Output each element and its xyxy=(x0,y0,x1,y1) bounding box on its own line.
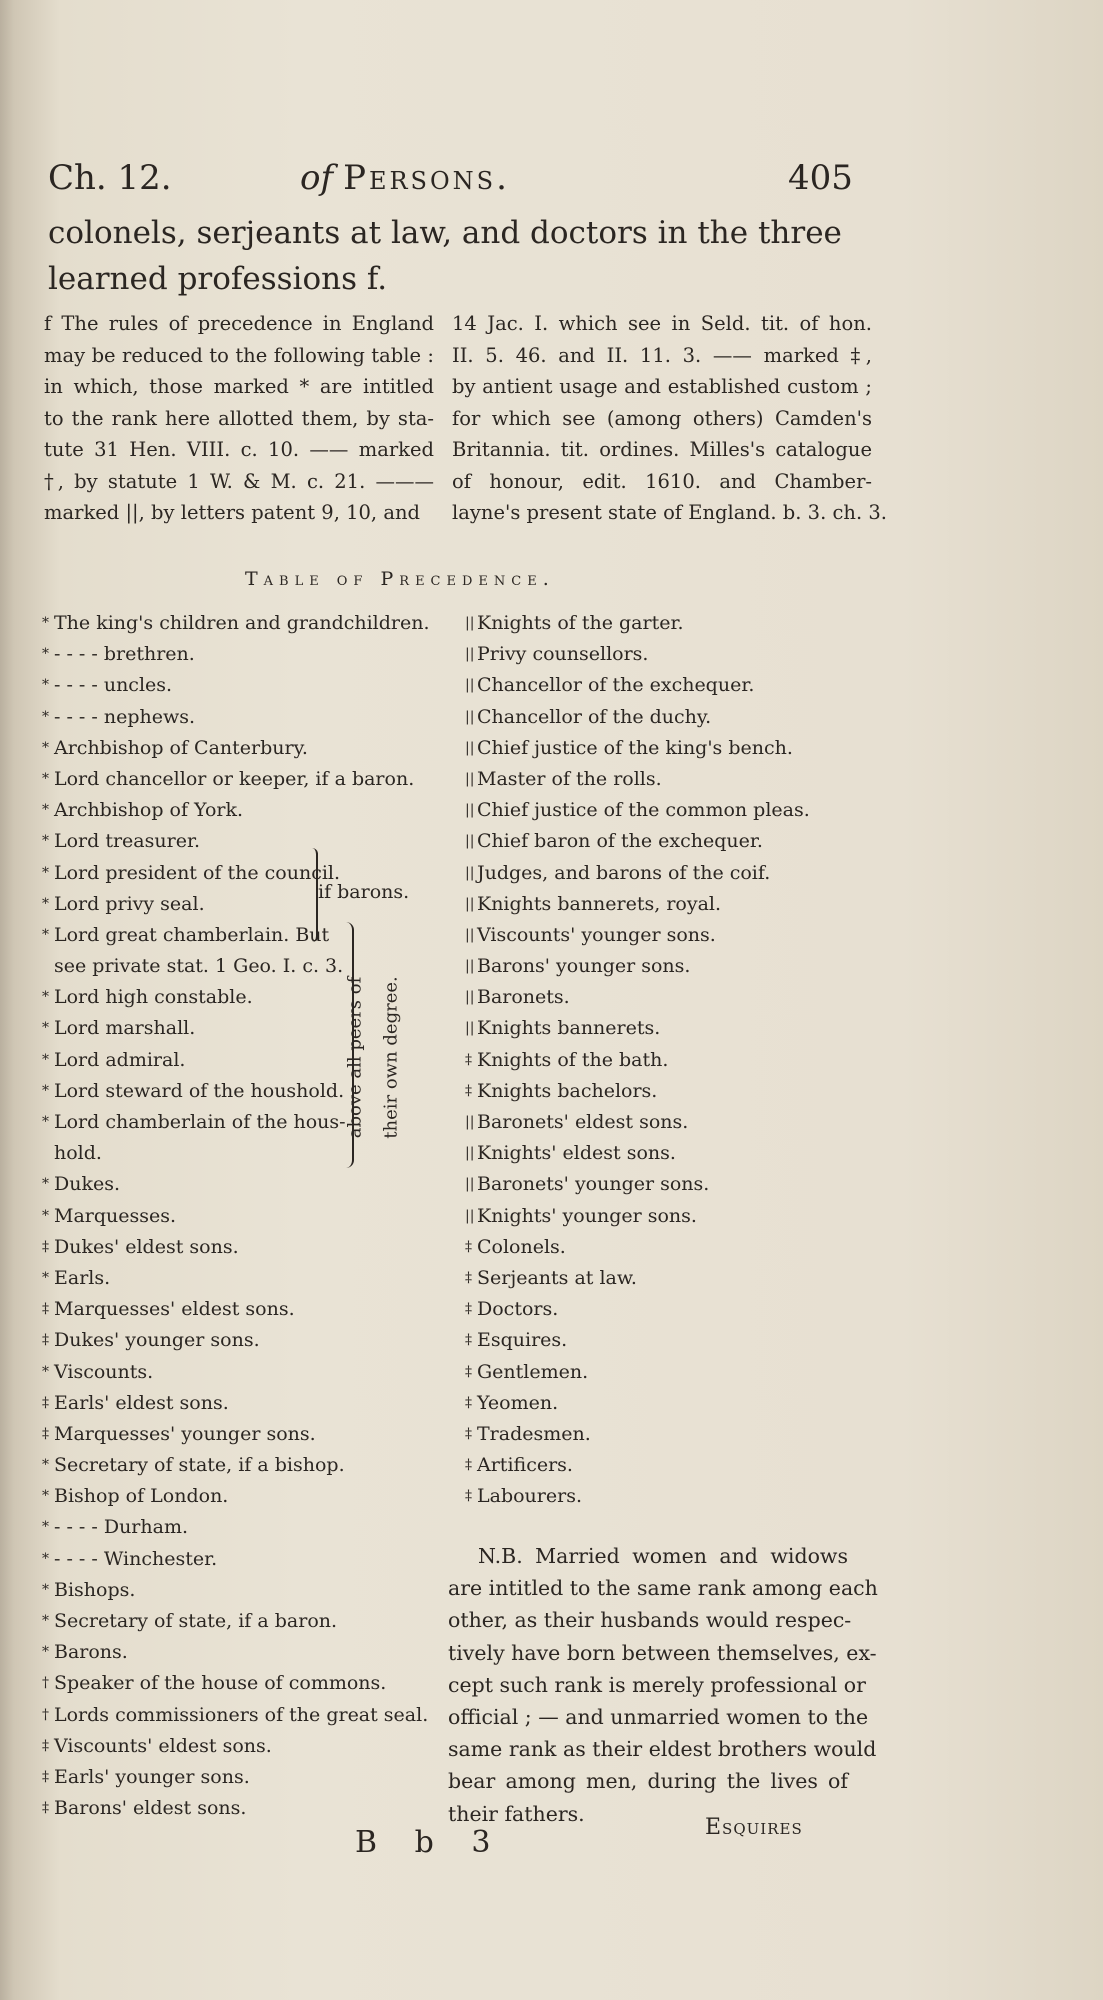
footnote-line: in which, those marked * are intitled xyxy=(44,375,434,398)
precedence-mark: ‡ xyxy=(465,1425,472,1442)
precedence-text: Yeomen. xyxy=(477,1391,559,1414)
precedence-mark: * xyxy=(42,802,49,819)
precedence-mark: || xyxy=(465,989,475,1006)
precedence-mark: * xyxy=(42,1581,49,1598)
footnote-line: tute 31 Hen. VIII. c. 10. —— marked xyxy=(44,438,434,461)
precedence-mark: * xyxy=(42,1457,49,1474)
footnote-left xyxy=(44,308,434,529)
precedence-mark: || xyxy=(465,770,475,787)
precedence-row xyxy=(42,670,462,701)
footnote-line: by antient usage and established custom ; xyxy=(452,375,872,398)
footnote-line: 14 Jac. I. which see in Seld. tit. of hon. xyxy=(452,312,872,335)
precedence-text: see private stat. 1 Geo. I. c. 3. xyxy=(54,955,344,978)
precedence-text: Lord high constable. xyxy=(54,986,253,1009)
precedence-row xyxy=(465,1388,885,1419)
precedence-text: Knights bannerets. xyxy=(477,1017,661,1040)
above-peers-label-line: above all peers of xyxy=(344,976,366,1139)
precedence-text: Lord steward of the houshold. xyxy=(54,1079,345,1102)
precedence-row xyxy=(465,1263,885,1294)
precedence-text: Secretary of state, if a baron. xyxy=(54,1610,338,1632)
footnote-right xyxy=(452,308,887,529)
precedence-text: Colonels. xyxy=(477,1235,566,1258)
precedence-text: Archbishop of Canterbury. xyxy=(54,736,308,759)
precedence-mark: || xyxy=(465,895,475,912)
precedence-mark: || xyxy=(465,1020,475,1037)
precedence-text: Bishops. xyxy=(54,1578,136,1601)
nb-line: are intitled to the same rank among each xyxy=(448,1576,878,1601)
precedence-mark: * xyxy=(42,1550,49,1567)
precedence-row xyxy=(42,608,462,639)
precedence-text: Baronets' younger sons. xyxy=(477,1173,710,1196)
precedence-row xyxy=(42,1201,462,1232)
precedence-text: Dukes' younger sons. xyxy=(54,1329,260,1352)
signature-mark: B b 3 xyxy=(355,1825,505,1860)
page-number: 405 xyxy=(788,158,853,198)
precedence-text: Lord treasurer. xyxy=(54,830,200,853)
precedence-text: Gentlemen. xyxy=(477,1360,589,1383)
precedence-text: Lord great chamberlain. But xyxy=(54,923,330,946)
precedence-row xyxy=(42,764,462,795)
precedence-mark: * xyxy=(42,1269,49,1286)
precedence-mark: * xyxy=(42,864,49,881)
footnote-line: layne's present state of England. b. 3. ch. 3. xyxy=(452,501,887,524)
precedence-row xyxy=(465,1076,885,1107)
precedence-row xyxy=(465,608,885,639)
precedence-row xyxy=(42,1668,462,1699)
brace-icon xyxy=(306,848,318,942)
precedence-row xyxy=(42,1606,462,1637)
precedence-mark: * xyxy=(42,1644,49,1661)
precedence-mark: * xyxy=(42,646,49,663)
precedence-text: Earls' eldest sons. xyxy=(54,1391,229,1414)
precedence-row xyxy=(42,1169,462,1200)
precedence-mark: || xyxy=(465,926,475,943)
precedence-mark: * xyxy=(42,1488,49,1505)
precedence-mark: * xyxy=(42,677,49,694)
precedence-mark: ‡ xyxy=(42,1768,49,1785)
precedence-mark: ‡ xyxy=(42,1425,49,1442)
precedence-mark: ‡ xyxy=(42,1737,49,1754)
precedence-mark: * xyxy=(42,989,49,1006)
precedence-text: Earls. xyxy=(54,1266,111,1289)
precedence-mark: * xyxy=(42,1207,49,1224)
precedence-mark: * xyxy=(42,1613,49,1629)
precedence-mark: * xyxy=(42,926,49,943)
precedence-row xyxy=(465,889,885,920)
nb-line: their fathers. xyxy=(448,1801,585,1826)
precedence-row xyxy=(42,1700,462,1731)
precedence-text: Lord privy seal. xyxy=(54,892,205,915)
precedence-mark: * xyxy=(42,833,49,850)
precedence-text: Knights bannerets, royal. xyxy=(477,892,722,915)
precedence-row xyxy=(465,858,885,889)
title-prefix: of xyxy=(300,158,334,198)
precedence-mark: ‡ xyxy=(465,1394,472,1411)
footnote-line: may be reduced to the following table : xyxy=(44,343,434,367)
precedence-text: Labourers. xyxy=(477,1485,582,1508)
nb-line: other, as their husbands would respec- xyxy=(448,1608,852,1633)
precedence-text: hold. xyxy=(54,1142,102,1165)
precedence-text: Marquesses. xyxy=(54,1204,177,1227)
precedence-row xyxy=(465,1481,885,1512)
precedence-text: Knights' eldest sons. xyxy=(477,1142,676,1165)
precedence-row xyxy=(465,1013,885,1044)
precedence-row xyxy=(465,1419,885,1450)
precedence-row xyxy=(465,1450,885,1481)
precedence-text: Speaker of the house of commons. xyxy=(54,1672,387,1695)
precedence-mark: * xyxy=(42,615,49,631)
nb-line: same rank as their eldest brothers would xyxy=(448,1737,877,1762)
precedence-row xyxy=(42,702,462,733)
precedence-mark: ‡ xyxy=(465,1301,472,1318)
nb-line: tively have born between themselves, ex- xyxy=(448,1640,877,1665)
footnote-line: II. 5. 46. and II. 11. 3. —— marked ‡, xyxy=(452,343,872,367)
precedence-row xyxy=(465,764,885,795)
precedence-text: Chief justice of the common pleas. xyxy=(477,799,810,822)
precedence-text: Secretary of state, if a bishop. xyxy=(54,1454,345,1477)
precedence-text: Privy counsellors. xyxy=(477,643,649,666)
precedence-mark: ‡ xyxy=(465,1332,472,1349)
precedence-text: Knights of the garter. xyxy=(477,612,684,634)
precedence-text: Knights' younger sons. xyxy=(477,1204,697,1227)
precedence-mark: * xyxy=(42,1519,49,1536)
precedence-text: Bishop of London. xyxy=(54,1485,229,1508)
precedence-mark: † xyxy=(42,1706,49,1723)
precedence-text: Chief baron of the exchequer. xyxy=(477,830,763,853)
footnote-line: of honour, edit. 1610. and Chamber- xyxy=(452,469,872,493)
precedence-mark: || xyxy=(465,739,475,756)
precedence-row xyxy=(42,1232,462,1263)
precedence-mark: || xyxy=(465,1207,475,1224)
precedence-text: Serjeants at law. xyxy=(477,1266,637,1289)
precedence-row xyxy=(465,1325,885,1356)
precedence-row xyxy=(42,733,462,764)
nb-line: bear among men, during the lives of xyxy=(448,1769,848,1794)
precedence-text: Barons' eldest sons. xyxy=(54,1797,247,1820)
precedence-text: Chancellor of the duchy. xyxy=(477,705,712,728)
body-text: colonels, serjeants at law, and doctors in the three learned professions f. xyxy=(48,215,842,297)
precedence-row xyxy=(465,795,885,826)
precedence-row xyxy=(42,1637,462,1668)
above-peers-label-line: their own degree. xyxy=(380,976,402,1139)
precedence-mark: || xyxy=(465,802,475,819)
footnote-line: †, by statute 1 W. & M. c. 21. ——— xyxy=(44,469,434,493)
precedence-text: Chancellor of the exchequer. xyxy=(477,674,755,697)
precedence-row xyxy=(42,1575,462,1606)
precedence-row xyxy=(465,1294,885,1325)
precedence-row xyxy=(42,1388,462,1419)
precedence-text: - - - - Winchester. xyxy=(54,1547,218,1570)
precedence-text: Marquesses' eldest sons. xyxy=(54,1298,295,1321)
precedence-mark: * xyxy=(42,1363,49,1380)
table-title: Table of Precedence. xyxy=(245,568,555,590)
precedence-mark: ‡ xyxy=(42,1238,49,1255)
precedence-row xyxy=(465,1045,885,1076)
precedence-mark: * xyxy=(42,770,49,787)
precedence-row xyxy=(42,1481,462,1512)
precedence-mark: ‡ xyxy=(465,1457,472,1474)
precedence-mark: || xyxy=(465,1176,475,1193)
precedence-row xyxy=(42,1731,462,1762)
precedence-text: Knights bachelors. xyxy=(477,1079,658,1102)
precedence-row xyxy=(465,1107,885,1138)
precedence-text: Tradesmen. xyxy=(477,1422,591,1445)
footnote-line: Britannia. tit. ordines. Milles's catalogue xyxy=(452,438,872,461)
precedence-mark: * xyxy=(42,1176,49,1193)
footnote-line: f The rules of precedence in England xyxy=(44,312,434,335)
precedence-mark: || xyxy=(465,833,475,850)
precedence-text: Lord chamberlain of the hous- xyxy=(54,1111,346,1133)
precedence-mark: ‡ xyxy=(465,1082,472,1099)
precedence-text: Lord chancellor or keeper, if a baron. xyxy=(54,767,415,790)
precedence-mark: * xyxy=(42,1082,49,1099)
footnote-line: marked ||, by letters patent 9, 10, and xyxy=(44,501,420,524)
precedence-text: Lord marshall. xyxy=(54,1017,196,1040)
precedence-row xyxy=(465,1232,885,1263)
title-word: Persons. xyxy=(343,158,510,198)
precedence-text: - - - - nephews. xyxy=(54,705,196,728)
running-title xyxy=(300,158,510,198)
catchword: Esquires xyxy=(705,1815,803,1840)
chapter-label: Ch. 12. xyxy=(48,158,172,198)
precedence-row xyxy=(42,1762,462,1793)
precedence-mark: ‡ xyxy=(42,1394,49,1411)
precedence-row xyxy=(465,639,885,670)
precedence-text: Lord admiral. xyxy=(54,1048,186,1071)
precedence-text: Archbishop of York. xyxy=(54,799,244,822)
precedence-text: Earls' younger sons. xyxy=(54,1765,250,1788)
precedence-row xyxy=(465,1138,885,1169)
precedence-text: Marquesses' younger sons. xyxy=(54,1422,316,1445)
precedence-text: Dukes' eldest sons. xyxy=(54,1235,239,1258)
precedence-row xyxy=(42,1793,462,1824)
precedence-row xyxy=(42,1357,462,1388)
precedence-row xyxy=(465,951,885,982)
precedence-row xyxy=(42,1419,462,1450)
above-peers-brace xyxy=(340,922,440,1172)
precedence-mark: * xyxy=(42,739,49,756)
nb-line: official ; — and unmarried women to the xyxy=(448,1705,869,1730)
precedence-mark: * xyxy=(42,1020,49,1037)
precedence-mark: * xyxy=(42,895,49,912)
precedence-text: Knights of the bath. xyxy=(477,1048,669,1071)
precedence-row xyxy=(42,795,462,826)
nb-line: cept such rank is merely professional or xyxy=(448,1672,866,1697)
precedence-mark: ‡ xyxy=(465,1051,472,1068)
precedence-text: Dukes. xyxy=(54,1173,121,1196)
precedence-right-column xyxy=(465,608,885,1512)
precedence-text: Lord president of the council. xyxy=(54,861,341,884)
if-barons-label: if barons. xyxy=(318,881,410,903)
precedence-text: - - - - Durham. xyxy=(54,1516,189,1539)
precedence-mark: ‡ xyxy=(42,1332,49,1349)
precedence-text: Baronets' eldest sons. xyxy=(477,1111,689,1133)
precedence-row xyxy=(42,1512,462,1543)
precedence-mark: || xyxy=(465,864,475,881)
precedence-text: Judges, and barons of the coif. xyxy=(477,861,771,884)
precedence-row xyxy=(42,1450,462,1481)
precedence-text: Viscounts' eldest sons. xyxy=(54,1734,272,1757)
precedence-text: Artificers. xyxy=(477,1454,573,1477)
precedence-row xyxy=(465,702,885,733)
precedence-mark: || xyxy=(465,958,475,975)
precedence-row xyxy=(465,920,885,951)
precedence-mark: ‡ xyxy=(465,1269,472,1286)
precedence-mark: ‡ xyxy=(465,1363,472,1380)
precedence-text: Barons. xyxy=(54,1641,128,1664)
precedence-mark: ‡ xyxy=(42,1301,49,1318)
precedence-mark: || xyxy=(465,1145,475,1162)
precedence-mark: † xyxy=(42,1675,49,1692)
nb-line: N.B. Married women and widows xyxy=(478,1544,848,1568)
precedence-row xyxy=(465,670,885,701)
precedence-text: Master of the rolls. xyxy=(477,767,662,790)
precedence-text: The king's children and grandchildren. xyxy=(54,612,430,634)
precedence-mark: || xyxy=(465,615,475,631)
precedence-text: Esquires. xyxy=(477,1329,568,1352)
precedence-mark: || xyxy=(465,1114,475,1130)
precedence-mark: ‡ xyxy=(465,1488,472,1505)
precedence-left-column xyxy=(42,608,462,1824)
precedence-row xyxy=(465,826,885,857)
precedence-mark: || xyxy=(465,677,475,694)
precedence-row xyxy=(465,1201,885,1232)
precedence-text: Doctors. xyxy=(477,1298,559,1321)
precedence-row xyxy=(42,1544,462,1575)
precedence-row xyxy=(465,1357,885,1388)
precedence-text: Viscounts. xyxy=(54,1360,154,1383)
nb-note xyxy=(448,1540,878,1830)
precedence-row xyxy=(42,639,462,670)
precedence-mark: ‡ xyxy=(42,1800,49,1817)
footnote-line: for which see (among others) Camden's xyxy=(452,406,872,430)
precedence-text: Chief justice of the king's bench. xyxy=(477,736,793,759)
precedence-row xyxy=(42,1263,462,1294)
precedence-text: - - - - brethren. xyxy=(54,643,195,666)
precedence-text: Baronets. xyxy=(477,986,570,1009)
precedence-mark: * xyxy=(42,1051,49,1068)
precedence-text: Lords commissioners of the great seal. xyxy=(54,1703,429,1726)
precedence-text: Viscounts' younger sons. xyxy=(477,923,716,946)
precedence-mark: || xyxy=(465,708,475,725)
precedence-row xyxy=(465,733,885,764)
precedence-text: Barons' younger sons. xyxy=(477,955,691,978)
precedence-mark: || xyxy=(465,646,475,663)
footnote-line: to the rank here allotted them, by sta- xyxy=(44,406,434,430)
precedence-mark: * xyxy=(42,708,49,725)
precedence-row xyxy=(465,1169,885,1200)
precedence-text: - - - - uncles. xyxy=(54,674,173,697)
precedence-mark: * xyxy=(42,1114,49,1130)
precedence-mark: ‡ xyxy=(465,1238,472,1255)
precedence-row xyxy=(42,1325,462,1356)
precedence-row xyxy=(465,982,885,1013)
precedence-row xyxy=(42,1294,462,1325)
